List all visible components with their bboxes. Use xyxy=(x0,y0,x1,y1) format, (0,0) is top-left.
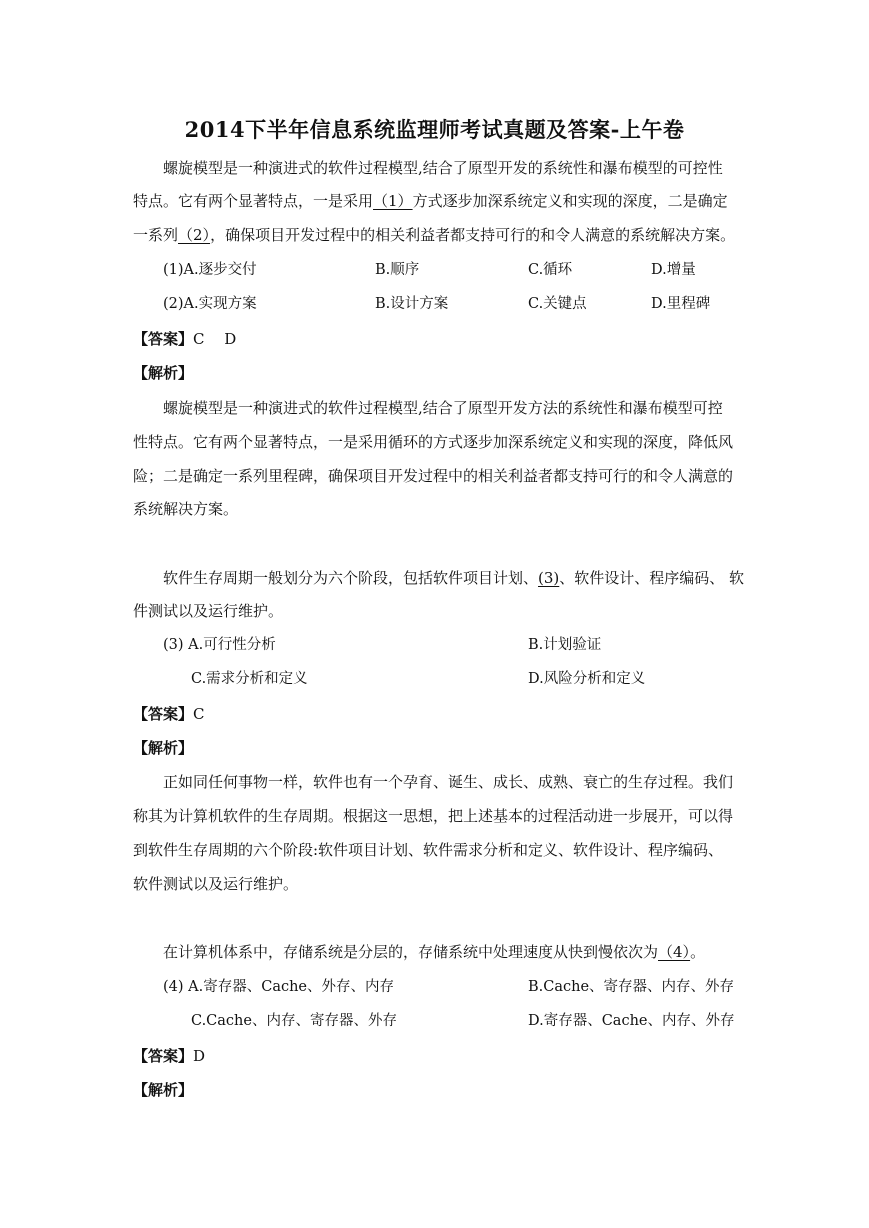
blank-2: （2） xyxy=(178,226,211,244)
analysis-3-line-2: 称其为计算机软件的生存周期。根据这一思想，把上述基本的过程活动进一步展开，可以得 xyxy=(133,807,734,825)
blank-4: （4） xyxy=(658,943,691,961)
option-1b: B.顺序 xyxy=(375,262,420,278)
option-3b: B.计划验证 xyxy=(528,637,602,653)
option-3d: D.风险分析和定义 xyxy=(528,671,646,687)
question-3-stem-line-1 xyxy=(163,567,744,589)
option-3c: C.需求分析和定义 xyxy=(191,671,308,687)
analysis-1-line-1: 螺旋模型是一种演进式的软件过程模型,结合了原型开发方法的系统性和瀑布模型可控 xyxy=(163,399,723,417)
stem-text: ，确保项目开发过程中的相关利益者都支持可行的和令人满意的系统解决方案。 xyxy=(210,226,736,244)
option-2c: C.关键点 xyxy=(528,296,587,312)
analysis-label-4: 【解析】 xyxy=(133,1081,194,1099)
option-2b: B.设计方案 xyxy=(375,296,449,312)
answer-label: 【答案】 xyxy=(133,330,194,348)
answer-value: C xyxy=(193,705,205,723)
answer-3 xyxy=(133,703,205,725)
analysis-label-1: 【解析】 xyxy=(133,364,194,382)
answer-label: 【答案】 xyxy=(133,1047,194,1065)
answer-label: 【答案】 xyxy=(133,705,194,723)
answer-value: D xyxy=(193,1047,206,1065)
stem-text: 。 xyxy=(690,943,706,961)
option-1a: (1)A.逐步交付 xyxy=(163,262,257,278)
analysis-3-line-4: 软件测试以及运行维护。 xyxy=(133,875,299,893)
option-3a: (3) A.可行性分析 xyxy=(163,637,276,653)
answer-value: C D xyxy=(193,330,237,348)
analysis-3-line-3: 到软件生存周期的六个阶段:软件项目计划、软件需求分析和定义、软件设计、程序编码、 xyxy=(133,841,724,859)
question-1-stem-line-3 xyxy=(133,224,735,246)
question-1-stem-line-1: 螺旋模型是一种演进式的软件过程模型,结合了原型开发的系统性和瀑布模型的可控性 xyxy=(163,159,723,177)
analysis-label-3: 【解析】 xyxy=(133,739,194,757)
option-2d: D.里程碑 xyxy=(651,296,711,312)
page-title: 2014下半年信息系统监理师考试真题及答案-上午卷 xyxy=(184,117,685,142)
question-3-stem-line-2: 件测试以及运行维护。 xyxy=(133,602,284,620)
analysis-1-line-3: 险；二是确定一系列里程碑，确保项目开发过程中的相关利益者都支持可行的和令人满意的 xyxy=(133,467,734,485)
option-4c: C.Cache、内存、寄存器、外存 xyxy=(191,1013,397,1029)
stem-text: 、软件设计、程序编码、 软 xyxy=(559,569,745,587)
option-4d: D.寄存器、Cache、内存、外存 xyxy=(528,1013,735,1029)
blank-3: (3) xyxy=(538,569,560,587)
stem-text: 在计算机体系中，存储系统是分层的，存储系统中处理速度从快到慢依次为 xyxy=(163,943,659,961)
stem-text: 软件生存周期一般划分为六个阶段，包括软件项目计划、 xyxy=(163,569,539,587)
blank-1: （1） xyxy=(373,192,413,210)
option-1d: D.增量 xyxy=(651,262,696,278)
analysis-1-line-2: 性特点。它有两个显著特点，一是采用循环的方式逐步加深系统定义和实现的深度，降低风 xyxy=(133,433,734,451)
answer-4 xyxy=(133,1045,205,1067)
option-2a: (2)A.实现方案 xyxy=(163,296,257,312)
question-1-stem-line-2 xyxy=(133,190,728,212)
option-4a: (4) A.寄存器、Cache、外存、内存 xyxy=(163,979,395,995)
analysis-1-line-4: 系统解决方案。 xyxy=(133,500,239,518)
question-4-stem xyxy=(163,941,705,963)
option-4b: B.Cache、寄存器、内存、外存 xyxy=(528,979,735,995)
option-1c: C.循环 xyxy=(528,262,573,278)
stem-text: 一系列 xyxy=(133,226,179,244)
answer-1 xyxy=(133,328,236,350)
stem-text: 特点。它有两个显著特点，一是采用 xyxy=(133,192,374,210)
analysis-3-line-1: 正如同任何事物一样，软件也有一个孕育、诞生、成长、成熟、衰亡的生存过程。我们 xyxy=(163,773,734,791)
stem-text: 方式逐步加深系统定义和实现的深度，二是确定 xyxy=(412,192,728,210)
